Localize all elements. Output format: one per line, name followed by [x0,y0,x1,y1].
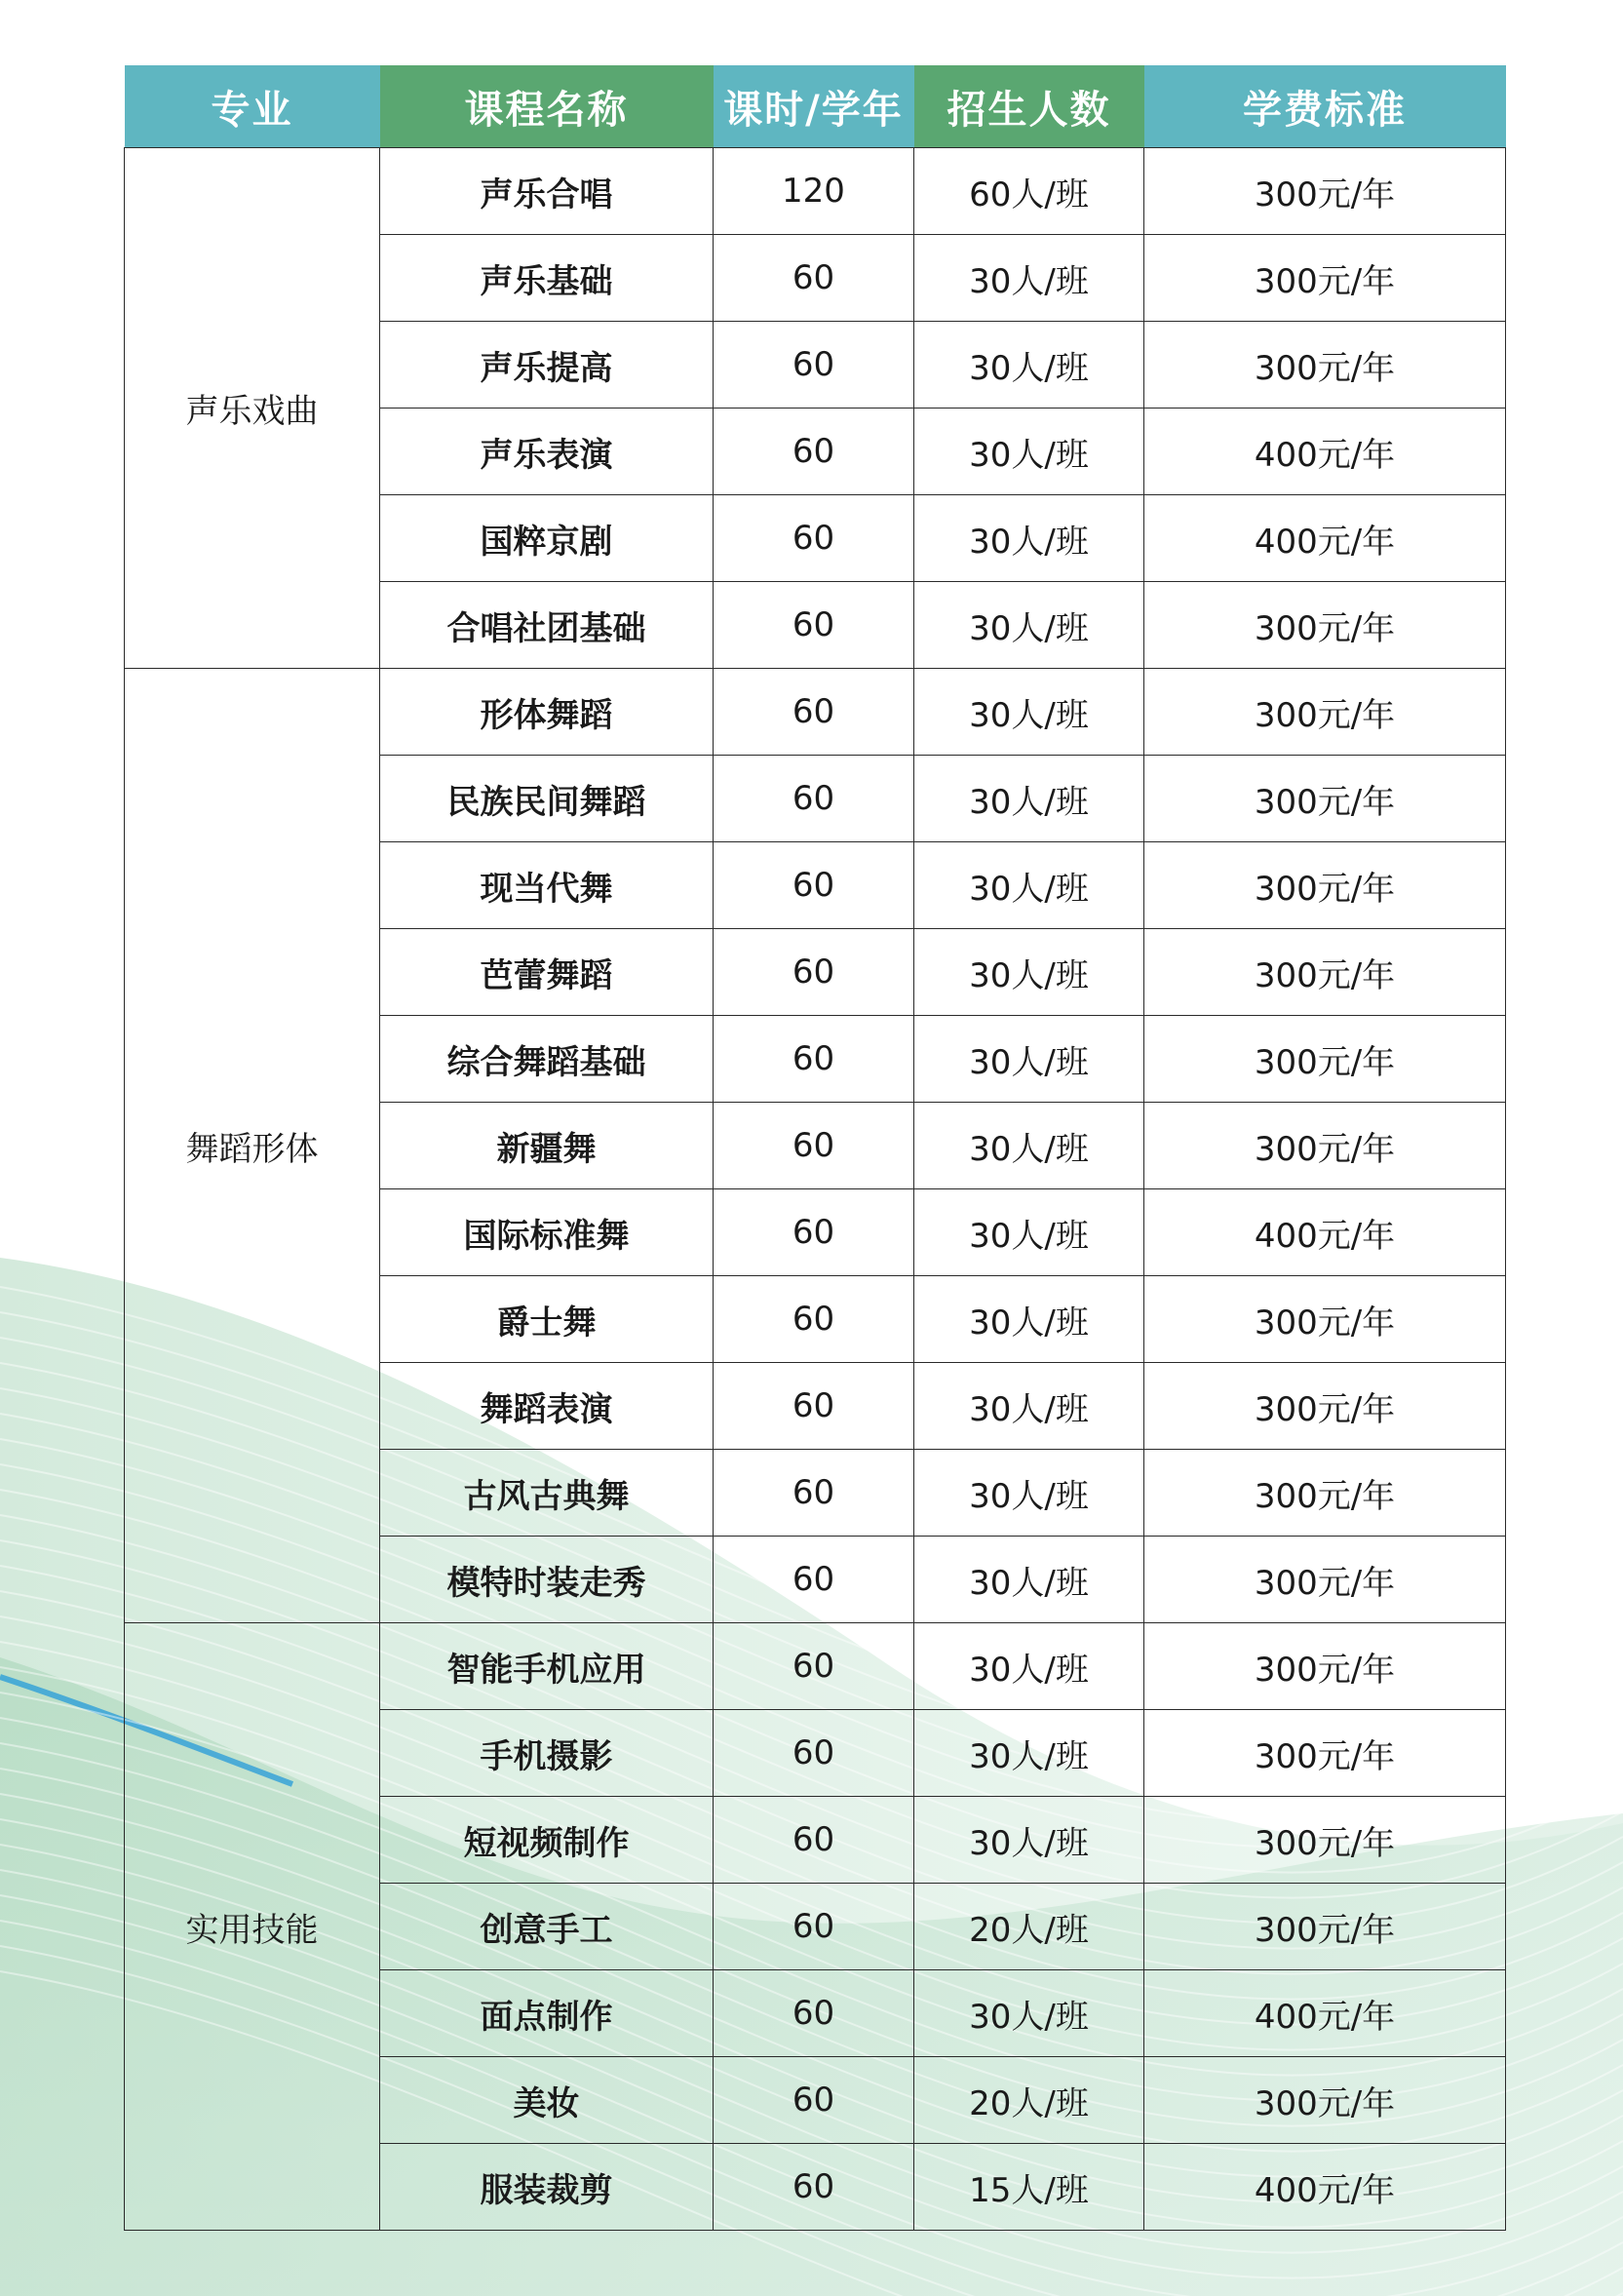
fee-cell: 400元/年 [1144,1970,1506,2057]
course-name-cell: 服装裁剪 [380,2144,714,2231]
course-name-cell: 声乐提高 [380,322,714,409]
hours-cell: 60 [714,1363,914,1450]
enrollment-cell: 30人/班 [914,1970,1144,2057]
hours-cell: 60 [714,1797,914,1884]
fee-cell: 300元/年 [1144,148,1506,235]
course-name-cell: 智能手机应用 [380,1623,714,1710]
enrollment-cell: 30人/班 [914,1797,1144,1884]
header-hours: 课时/学年 [714,65,914,148]
enrollment-cell: 30人/班 [914,669,1144,756]
fee-cell: 300元/年 [1144,582,1506,669]
fee-cell: 300元/年 [1144,669,1506,756]
fee-cell: 400元/年 [1144,1189,1506,1276]
fee-cell: 300元/年 [1144,1797,1506,1884]
enrollment-cell: 20人/班 [914,2057,1144,2144]
hours-cell: 60 [714,582,914,669]
enrollment-cell: 30人/班 [914,409,1144,495]
hours-cell: 60 [714,1537,914,1623]
category-cell: 舞蹈形体 [125,669,380,1623]
hours-cell: 120 [714,148,914,235]
enrollment-cell: 30人/班 [914,322,1144,409]
course-name-cell: 综合舞蹈基础 [380,1016,714,1103]
fee-cell: 300元/年 [1144,1710,1506,1797]
fee-cell: 300元/年 [1144,2057,1506,2144]
course-name-cell: 短视频制作 [380,1797,714,1884]
hours-cell: 60 [714,1623,914,1710]
course-name-cell: 古风古典舞 [380,1450,714,1537]
enrollment-cell: 30人/班 [914,1276,1144,1363]
enrollment-cell: 30人/班 [914,842,1144,929]
enrollment-cell: 30人/班 [914,1363,1144,1450]
course-name-cell: 新疆舞 [380,1103,714,1189]
enrollment-cell: 30人/班 [914,756,1144,842]
enrollment-cell: 30人/班 [914,1016,1144,1103]
fee-cell: 400元/年 [1144,495,1506,582]
course-name-cell: 芭蕾舞蹈 [380,929,714,1016]
fee-cell: 300元/年 [1144,929,1506,1016]
hours-cell: 60 [714,2057,914,2144]
hours-cell: 60 [714,322,914,409]
fee-cell: 400元/年 [1144,409,1506,495]
fee-cell: 300元/年 [1144,1363,1506,1450]
enrollment-cell: 15人/班 [914,2144,1144,2231]
enrollment-cell: 30人/班 [914,1537,1144,1623]
hours-cell: 60 [714,1970,914,2057]
enrollment-cell: 60人/班 [914,148,1144,235]
table-row [125,1623,1506,1710]
enrollment-cell: 30人/班 [914,1103,1144,1189]
enrollment-cell: 30人/班 [914,1189,1144,1276]
course-name-cell: 形体舞蹈 [380,669,714,756]
course-name-cell: 声乐合唱 [380,148,714,235]
hours-cell: 60 [714,1884,914,1970]
fee-cell: 300元/年 [1144,1016,1506,1103]
hours-cell: 60 [714,1103,914,1189]
course-name-cell: 创意手工 [380,1884,714,1970]
fee-cell: 300元/年 [1144,1276,1506,1363]
header-enrollment: 招生人数 [914,65,1144,148]
course-name-cell: 声乐基础 [380,235,714,322]
enrollment-cell: 30人/班 [914,1450,1144,1537]
hours-cell: 60 [714,842,914,929]
header-major: 专业 [125,65,380,148]
fee-cell: 400元/年 [1144,2144,1506,2231]
enrollment-cell: 30人/班 [914,235,1144,322]
course-name-cell: 现当代舞 [380,842,714,929]
fee-cell: 300元/年 [1144,1450,1506,1537]
enrollment-cell: 30人/班 [914,495,1144,582]
header-fee: 学费标准 [1144,65,1506,148]
fee-cell: 300元/年 [1144,322,1506,409]
course-name-cell: 国粹京剧 [380,495,714,582]
hours-cell: 60 [714,495,914,582]
hours-cell: 60 [714,1710,914,1797]
enrollment-cell: 20人/班 [914,1884,1144,1970]
enrollment-cell: 30人/班 [914,929,1144,1016]
course-fee-table [124,65,1506,2231]
fee-cell: 300元/年 [1144,235,1506,322]
fee-cell: 300元/年 [1144,756,1506,842]
hours-cell: 60 [714,1189,914,1276]
hours-cell: 60 [714,235,914,322]
table-header-row [125,65,1506,148]
hours-cell: 60 [714,1276,914,1363]
hours-cell: 60 [714,2144,914,2231]
header-course-name: 课程名称 [380,65,714,148]
fee-cell: 300元/年 [1144,1103,1506,1189]
fee-cell: 300元/年 [1144,842,1506,929]
course-name-cell: 手机摄影 [380,1710,714,1797]
hours-cell: 60 [714,1450,914,1537]
hours-cell: 60 [714,669,914,756]
enrollment-cell: 30人/班 [914,1710,1144,1797]
table-row [125,148,1506,235]
fee-cell: 300元/年 [1144,1537,1506,1623]
course-name-cell: 合唱社团基础 [380,582,714,669]
course-name-cell: 爵士舞 [380,1276,714,1363]
course-name-cell: 模特时装走秀 [380,1537,714,1623]
course-name-cell: 舞蹈表演 [380,1363,714,1450]
hours-cell: 60 [714,929,914,1016]
course-name-cell: 声乐表演 [380,409,714,495]
hours-cell: 60 [714,1016,914,1103]
course-name-cell: 国际标准舞 [380,1189,714,1276]
enrollment-cell: 30人/班 [914,1623,1144,1710]
table-row [125,669,1506,756]
category-cell: 声乐戏曲 [125,148,380,669]
course-name-cell: 美妆 [380,2057,714,2144]
hours-cell: 60 [714,409,914,495]
course-name-cell: 面点制作 [380,1970,714,2057]
fee-cell: 300元/年 [1144,1884,1506,1970]
fee-cell: 300元/年 [1144,1623,1506,1710]
hours-cell: 60 [714,756,914,842]
enrollment-cell: 30人/班 [914,582,1144,669]
category-cell: 实用技能 [125,1623,380,2231]
course-name-cell: 民族民间舞蹈 [380,756,714,842]
